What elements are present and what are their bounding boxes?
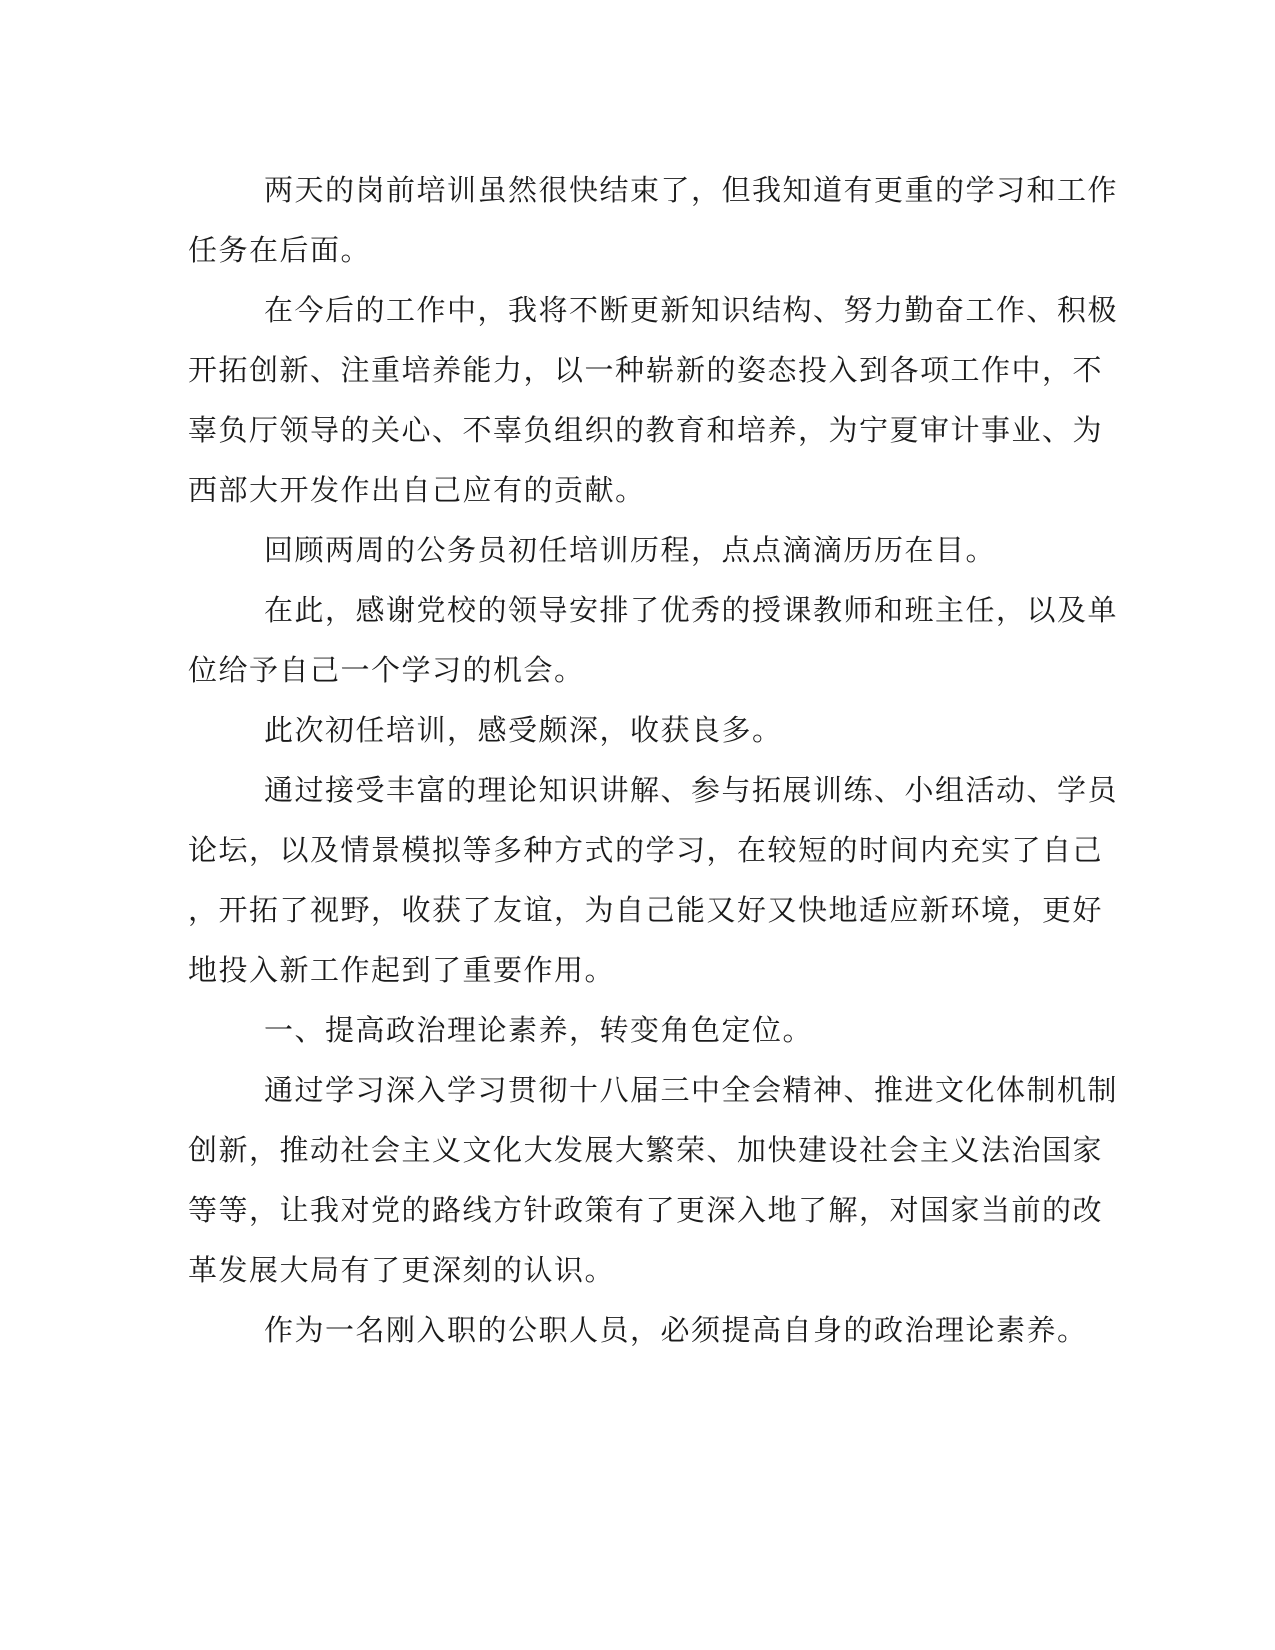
paragraph-line: 革发展大局有了更深刻的认识。 xyxy=(188,1253,616,1287)
paragraph-line: 通过接受丰富的理论知识讲解、参与拓展训练、小组活动、学员 xyxy=(264,773,1119,807)
paragraph-line: 任务在后面。 xyxy=(188,233,372,267)
section-heading: 一、提高政治理论素养，转变角色定位。 xyxy=(264,1013,814,1047)
paragraph-line: 等等，让我对党的路线方针政策有了更深入地了解，对国家当前的改 xyxy=(188,1193,1104,1227)
paragraph-line: 在今后的工作中，我将不断更新知识结构、努力勤奋工作、积极 xyxy=(264,293,1119,327)
paragraph-line: 两天的岗前培训虽然很快结束了，但我知道有更重的学习和工作 xyxy=(264,173,1119,207)
paragraph-line: 作为一名刚入职的公职人员，必须提高自身的政治理论素养。 xyxy=(264,1313,1088,1347)
paragraph-line: 论坛，以及情景模拟等多种方式的学习，在较短的时间内充实了自己 xyxy=(188,833,1104,867)
paragraph-line: 辜负厅领导的关心、不辜负组织的教育和培养，为宁夏审计事业、为 xyxy=(188,413,1104,447)
paragraph-line: 西部大开发作出自己应有的贡献。 xyxy=(188,473,646,507)
paragraph-line: 创新，推动社会主义文化大发展大繁荣、加快建设社会主义法治国家 xyxy=(188,1133,1104,1167)
document-body xyxy=(188,160,1119,1360)
paragraph-line: 在此，感谢党校的领导安排了优秀的授课教师和班主任，以及单 xyxy=(264,593,1119,627)
paragraph-line: 此次初任培训，感受颇深，收获良多。 xyxy=(264,713,783,747)
paragraph-line: 位给予自己一个学习的机会。 xyxy=(188,653,585,687)
paragraph-line: 通过学习深入学习贯彻十八届三中全会精神、推进文化体制机制 xyxy=(264,1073,1119,1107)
paragraph-line: 开拓创新、注重培养能力，以一种崭新的姿态投入到各项工作中，不 xyxy=(188,353,1104,387)
paragraph-line: 地投入新工作起到了重要作用。 xyxy=(188,953,616,987)
paragraph-line: 回顾两周的公务员初任培训历程，点点滴滴历历在目。 xyxy=(264,533,997,567)
paragraph-line: ，开拓了视野，收获了友谊，为自己能又好又快地适应新环境，更好 xyxy=(188,893,1104,927)
